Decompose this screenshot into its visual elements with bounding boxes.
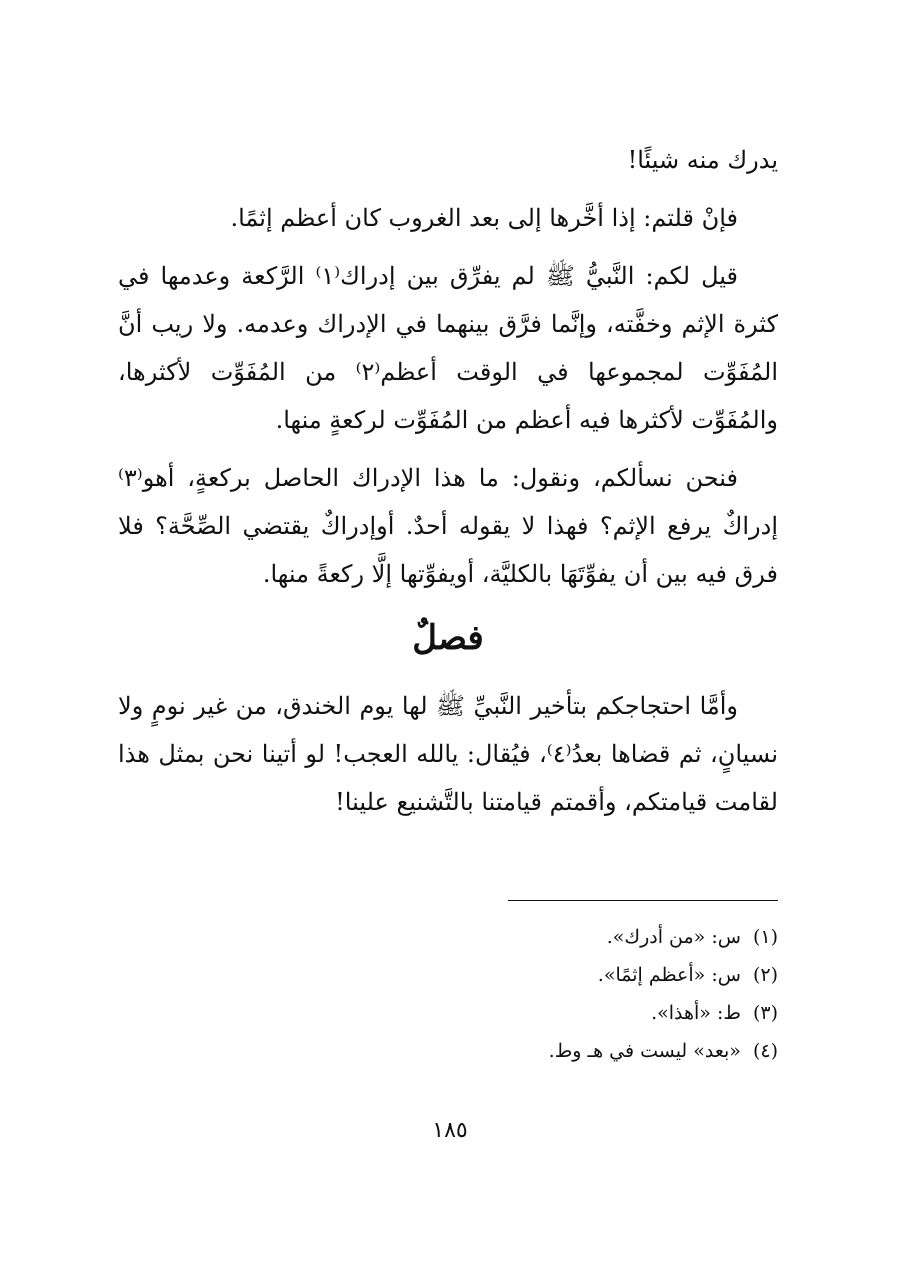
page-number: ١٨٥ bbox=[432, 1118, 468, 1143]
section-heading: فصلٌ bbox=[412, 618, 484, 658]
paragraph: قيل لكم: النَّبيُّ ﷺ لم يفرِّق بين إدراك⁽١⁾ الرَّكعة وعدمها في كثرة الإثم وخفَّته، وإنَّما فرَّق بينهما في الإدراك وعدمه. ولا ريب أنَّ المُفَوِّت لمجموعها في الوقت أعظم⁽٢⁾ من المُفَوِّت لأكثرها، والمُفَوِّت لأكثرها فيه أعظم من المُفَوِّت لركعةٍ منها. bbox=[118, 262, 778, 434]
footnote-number: (٤) bbox=[752, 1040, 778, 1062]
footnote-number: (٢) bbox=[752, 964, 778, 986]
footnote-number: (١) bbox=[752, 926, 778, 948]
footnote-item bbox=[118, 1032, 778, 1070]
footnote-item bbox=[118, 956, 778, 994]
footnote-divider bbox=[508, 900, 778, 901]
footnote-item bbox=[118, 994, 778, 1032]
footnote-text: س: «من أدرك». bbox=[606, 926, 741, 948]
footnote-text: ط: «أهذا». bbox=[651, 1002, 741, 1024]
footnote-number: (٣) bbox=[752, 1002, 778, 1024]
paragraph: فإنْ قلتم: إذا أخَّرها إلى بعد الغروب كان أعظم إثمًا. bbox=[230, 204, 738, 232]
paragraph-continuation: يدرك منه شيئًا! bbox=[627, 146, 778, 174]
paragraph: فنحن نسألكم، ونقول: ما هذا الإدراك الحاصل بركعةٍ، أهو⁽٣⁾ إدراكٌ يرفع الإثم؟ فهذا لا يقوله أحدٌ. أوإدراكٌ يقتضي الصِّحَّة؟ فلا فرق فيه بين أن يفوِّتَهَا بالكليَّة، أويفوِّتها إلَّا ركعةً منها. bbox=[118, 464, 778, 588]
footnotes bbox=[118, 918, 778, 1070]
footnote-item bbox=[118, 918, 778, 956]
footnote-text: س: «أعظم إثمًا». bbox=[597, 964, 741, 986]
main-text bbox=[118, 136, 778, 836]
footnote-text: «بعد» ليست في هـ وط. bbox=[548, 1040, 741, 1062]
paragraph: وأمَّا احتجاجكم بتأخير النَّبيِّ ﷺ لها يوم الخندق، من غير نومٍ ولا نسيانٍ، ثم قضاها بعدُ⁽٤⁾، فيُقال: يالله العجب! لو أتينا نحن بمثل هذا لقامت قيامتكم، وأقمتم قيامتنا بالتَّشنيع علينا! bbox=[118, 692, 779, 816]
